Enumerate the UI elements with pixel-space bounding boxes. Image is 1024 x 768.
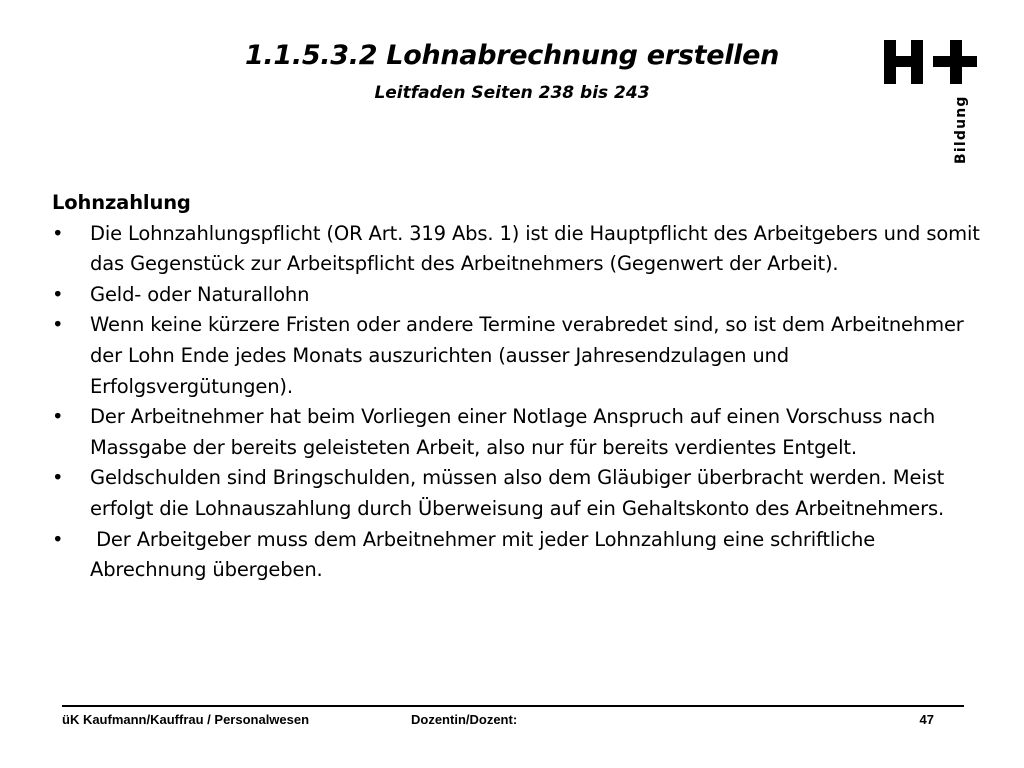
slide-title: 1.1.5.3.2 Lohnabrechnung erstellen (244, 40, 780, 71)
footer-divider (62, 705, 964, 707)
bullet-text: Der Arbeitgeber muss dem Arbeitnehmer mit jeder Lohnzahlung eine schriftliche Abrechnung übergeben. (90, 527, 882, 582)
bullet-icon: • (52, 313, 64, 337)
list-item (52, 280, 982, 311)
footer-instructor-label: Dozentin/Dozent: (411, 712, 518, 727)
list-item (52, 402, 982, 463)
bullet-text: Geld- oder Naturallohn (90, 282, 310, 306)
bullet-text: Die Lohnzahlungspflicht (OR Art. 319 Abs. 1) ist die Hauptpflicht des Arbeitgebers und somit das Gegenstück zur Arbeitspflicht des Arbeitnehmers (Gegenwert der Arbeit). (90, 221, 980, 276)
footer-course: üK Kaufmann/Kauffrau / Personalwesen (62, 712, 310, 727)
section-heading: Lohnzahlung (52, 191, 191, 214)
bullet-icon: • (52, 221, 64, 245)
content-body (52, 188, 982, 586)
list-item (52, 525, 982, 586)
list-item (52, 463, 982, 524)
bullet-list (52, 219, 982, 586)
list-item (52, 219, 982, 280)
bullet-icon: • (52, 527, 64, 551)
bullet-text: Geldschulden sind Bringschulden, müssen also dem Gläubiger überbracht werden. Meist erfolgt die Lohnauszahlung durch Überweisung auf ein Gehaltskonto des Arbeitnehmers. (90, 466, 945, 520)
slide-subtitle: Leitfaden Seiten 238 bis 243 (374, 83, 650, 103)
bullet-icon: • (52, 405, 64, 429)
hplus-bildung-logo (884, 40, 978, 170)
footer-page-number: 47 (919, 712, 934, 727)
bullet-icon: • (52, 466, 64, 490)
bullet-text: Wenn keine kürzere Fristen oder andere Termine verabredet sind, so ist dem Arbeitnehmer der Lohn Ende jedes Monats auszurichten (ausser Jahresendzulagen und Erfolgsvergütungen). (90, 313, 964, 398)
bullet-text: Der Arbeitnehmer hat beim Vorliegen einer Notlage Anspruch auf einen Vorschuss nach Massgabe der bereits geleisteten Arbeit, also nur für bereits verdientes Entgelt. (90, 405, 936, 459)
bullet-icon: • (52, 282, 64, 306)
list-item (52, 310, 982, 402)
logo-word: Bildung (953, 95, 969, 164)
